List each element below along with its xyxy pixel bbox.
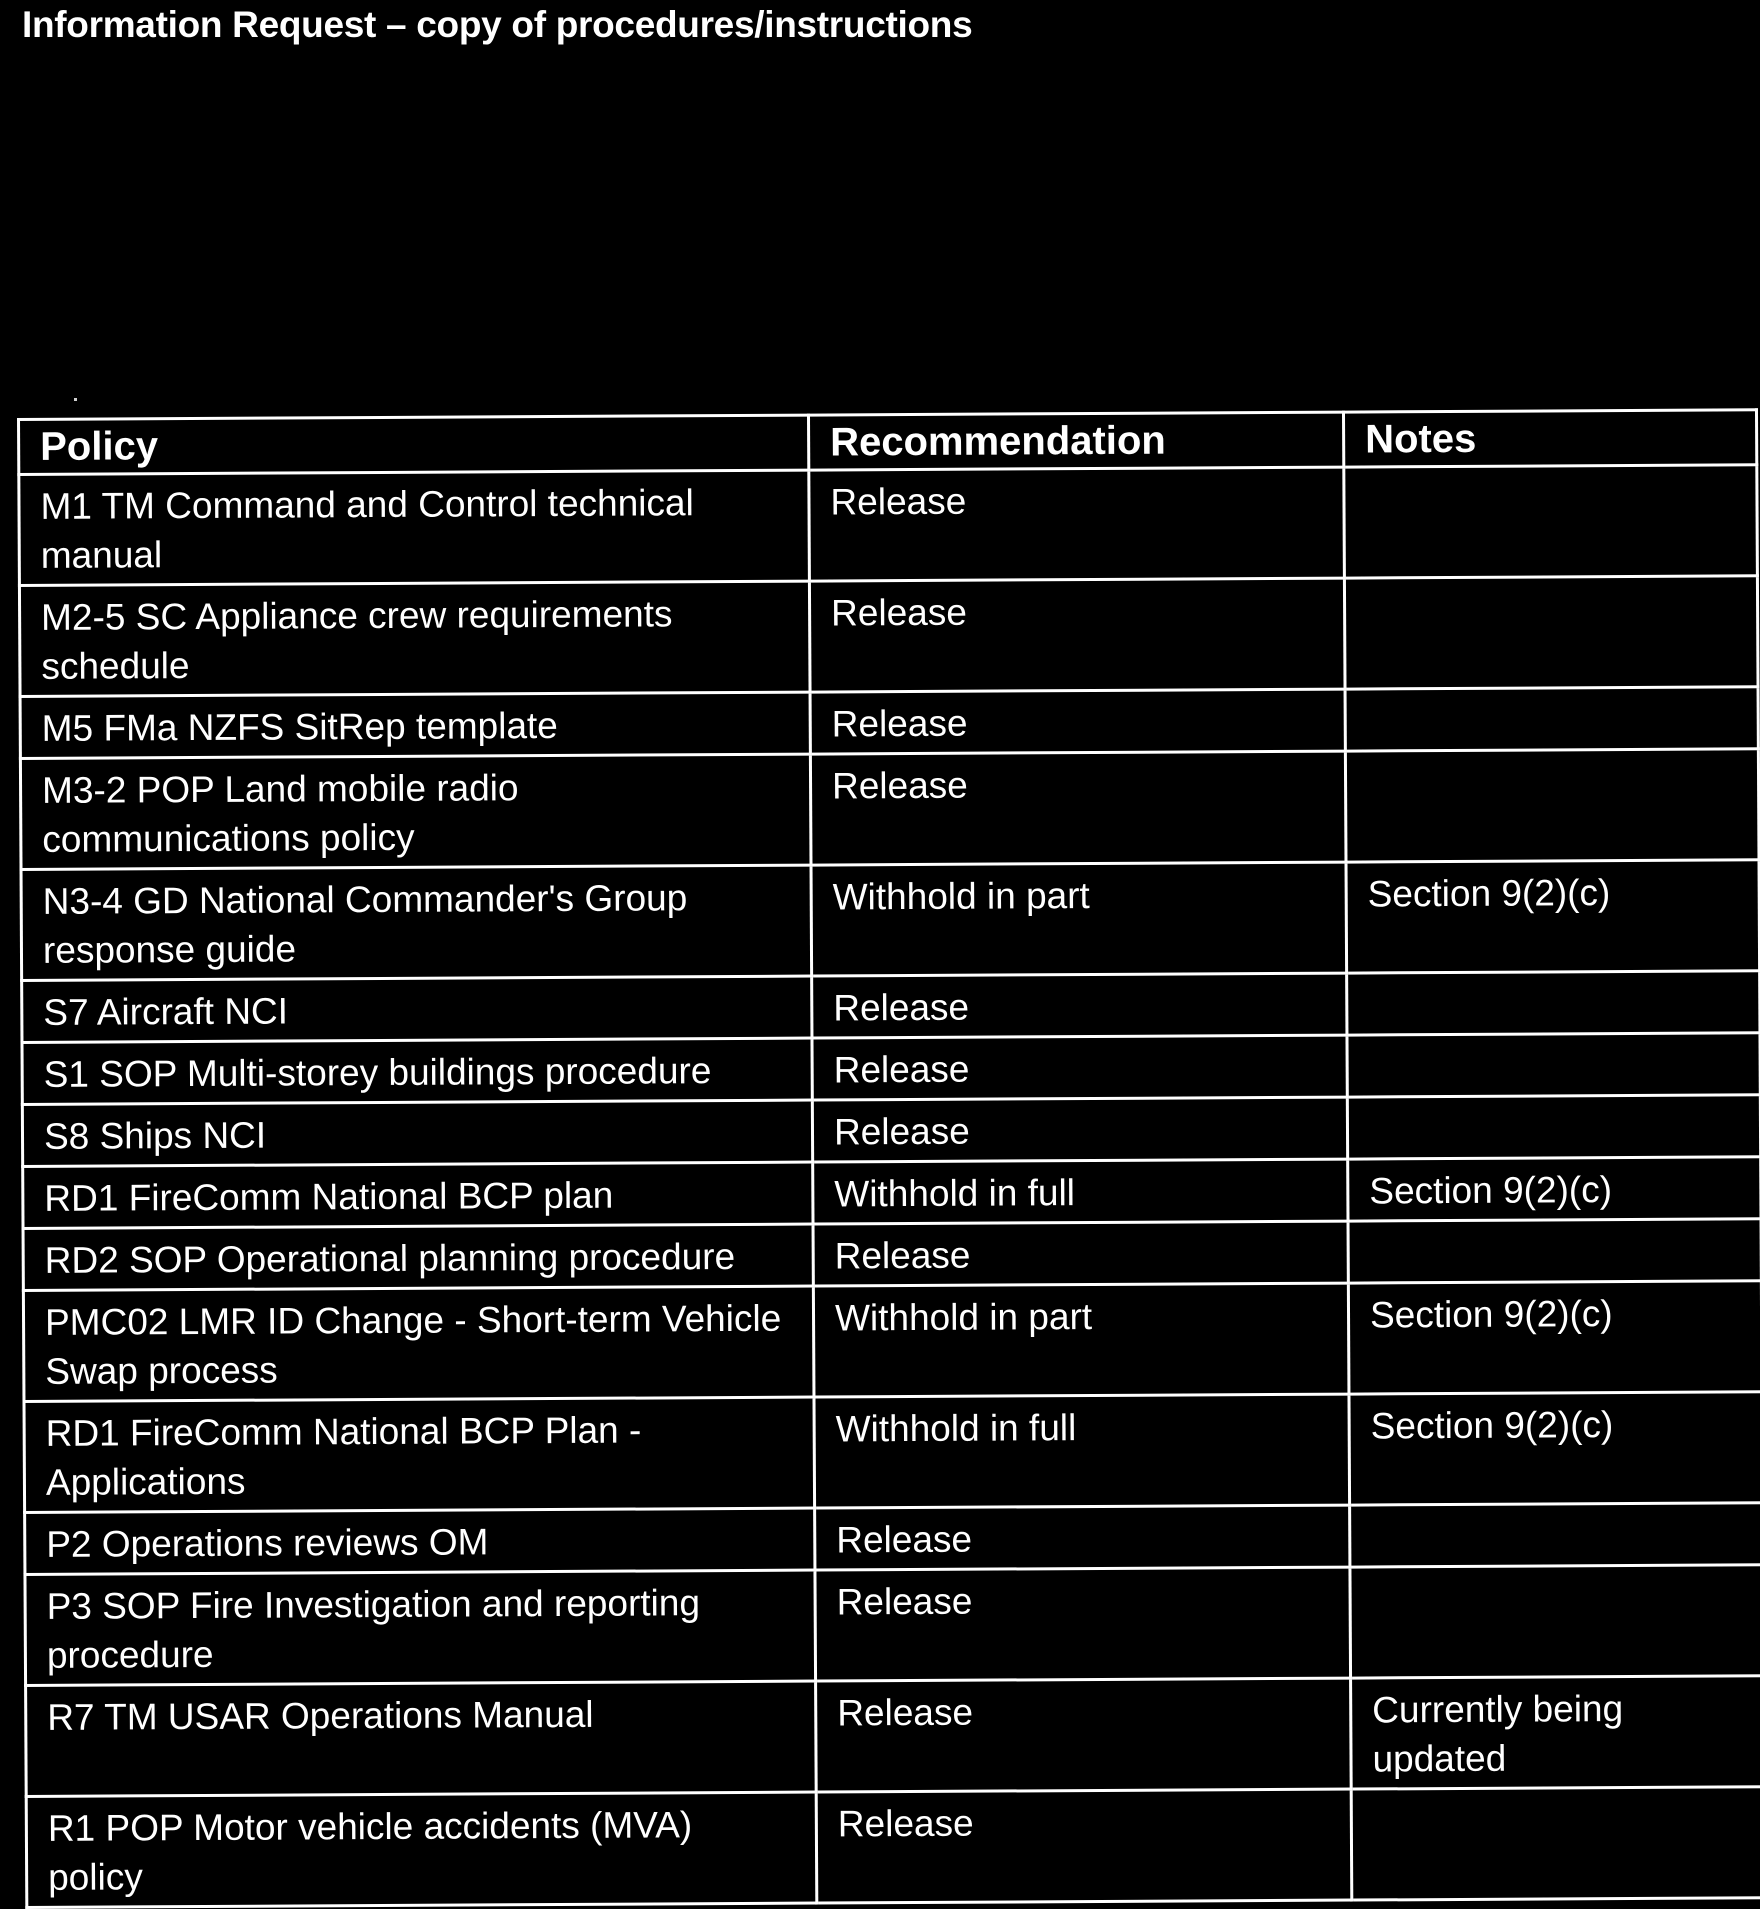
notes-cell	[1347, 1095, 1760, 1159]
recommendation-cell: Release	[810, 689, 1345, 754]
recommendation-cell: Release	[812, 973, 1347, 1038]
table-header	[19, 410, 1757, 475]
recommendation-cell: Release	[810, 751, 1346, 865]
table-row	[20, 687, 1758, 759]
table-row	[22, 1095, 1760, 1167]
notes-cell	[1345, 687, 1758, 751]
notes-cell	[1345, 749, 1759, 862]
recommendation-cell: Withhold in full	[813, 1159, 1348, 1224]
policy-cell: RD1 FireComm National BCP Plan - Applications	[24, 1397, 815, 1512]
notes-cell	[1347, 971, 1760, 1035]
notes-cell: Section 9(2)(c)	[1349, 1392, 1760, 1505]
policy-cell: N3-4 GD National Commander's Group response guide	[21, 865, 812, 980]
scan-speck	[74, 398, 77, 401]
recommendation-cell: Release	[809, 467, 1345, 581]
recommendation-cell: Withhold in part	[811, 862, 1347, 976]
table-row	[26, 1787, 1760, 1908]
notes-cell: Section 9(2)(c)	[1346, 860, 1760, 973]
recommendation-cell: Release	[813, 1221, 1348, 1286]
policy-cell: RD1 FireComm National BCP plan	[23, 1162, 813, 1228]
header-row	[19, 410, 1757, 475]
notes-cell	[1344, 465, 1758, 578]
recommendation-cell: Withhold in full	[814, 1394, 1350, 1508]
policy-cell: M3-2 POP Land mobile radio communications policy	[20, 754, 811, 869]
table-row	[22, 1033, 1760, 1105]
recommendation-cell: Withhold in part	[813, 1283, 1349, 1397]
policy-cell: PMC02 LMR ID Change - Short-term Vehicle Swap process	[23, 1286, 814, 1401]
table-row	[25, 1565, 1760, 1686]
notes-cell: Section 9(2)(c)	[1348, 1157, 1760, 1221]
policy-cell: M5 FMa NZFS SitRep template	[20, 692, 810, 758]
policy-cell: R1 POP Motor vehicle accidents (MVA) policy	[26, 1792, 817, 1907]
recommendation-cell: Release	[815, 1505, 1350, 1570]
notes-cell	[1350, 1565, 1760, 1678]
policy-cell: P2 Operations reviews OM	[25, 1508, 815, 1574]
recommendation-cell: Release	[816, 1678, 1352, 1792]
table-row	[22, 971, 1760, 1043]
policy-cell: M1 TM Command and Control technical manual	[19, 470, 810, 585]
policy-table-wrapper	[17, 408, 1760, 1909]
header-policy: Policy	[19, 415, 809, 474]
notes-cell: Section 9(2)(c)	[1348, 1281, 1760, 1394]
notes-cell	[1344, 576, 1758, 689]
policy-cell: S1 SOP Multi-storey buildings procedure	[22, 1038, 812, 1104]
header-recommendation: Recommendation	[808, 412, 1343, 470]
table-row	[20, 749, 1759, 870]
notes-cell	[1351, 1787, 1760, 1900]
table-body	[19, 465, 1760, 1908]
recommendation-cell: Release	[815, 1567, 1351, 1681]
recommendation-cell: Release	[809, 578, 1345, 692]
policy-cell: R7 TM USAR Operations Manual	[26, 1681, 817, 1796]
policy-cell: RD2 SOP Operational planning procedure	[23, 1224, 813, 1290]
table-row	[23, 1281, 1760, 1402]
table-row	[19, 465, 1758, 586]
policy-cell: P3 SOP Fire Investigation and reporting procedure	[25, 1570, 816, 1685]
table-row	[25, 1503, 1760, 1575]
policy-table	[17, 408, 1760, 1909]
recommendation-cell: Release	[816, 1789, 1352, 1903]
header-notes: Notes	[1343, 410, 1756, 467]
table-row	[26, 1676, 1760, 1797]
table-row	[21, 860, 1760, 981]
policy-cell: M2-5 SC Appliance crew requirements schedule	[19, 581, 810, 696]
recommendation-cell: Release	[812, 1035, 1347, 1100]
notes-cell	[1350, 1503, 1760, 1567]
recommendation-cell: Release	[812, 1097, 1347, 1162]
notes-cell: Currently being updated	[1351, 1676, 1760, 1789]
notes-cell	[1347, 1033, 1760, 1097]
table-row	[23, 1157, 1760, 1229]
table-row	[23, 1219, 1760, 1291]
policy-cell: S7 Aircraft NCI	[22, 976, 812, 1042]
table-row	[19, 576, 1758, 697]
document-title: Information Request – copy of procedures/instructions	[22, 4, 973, 45]
notes-cell	[1348, 1219, 1760, 1283]
table-row	[24, 1392, 1760, 1513]
policy-cell: S8 Ships NCI	[22, 1100, 812, 1166]
